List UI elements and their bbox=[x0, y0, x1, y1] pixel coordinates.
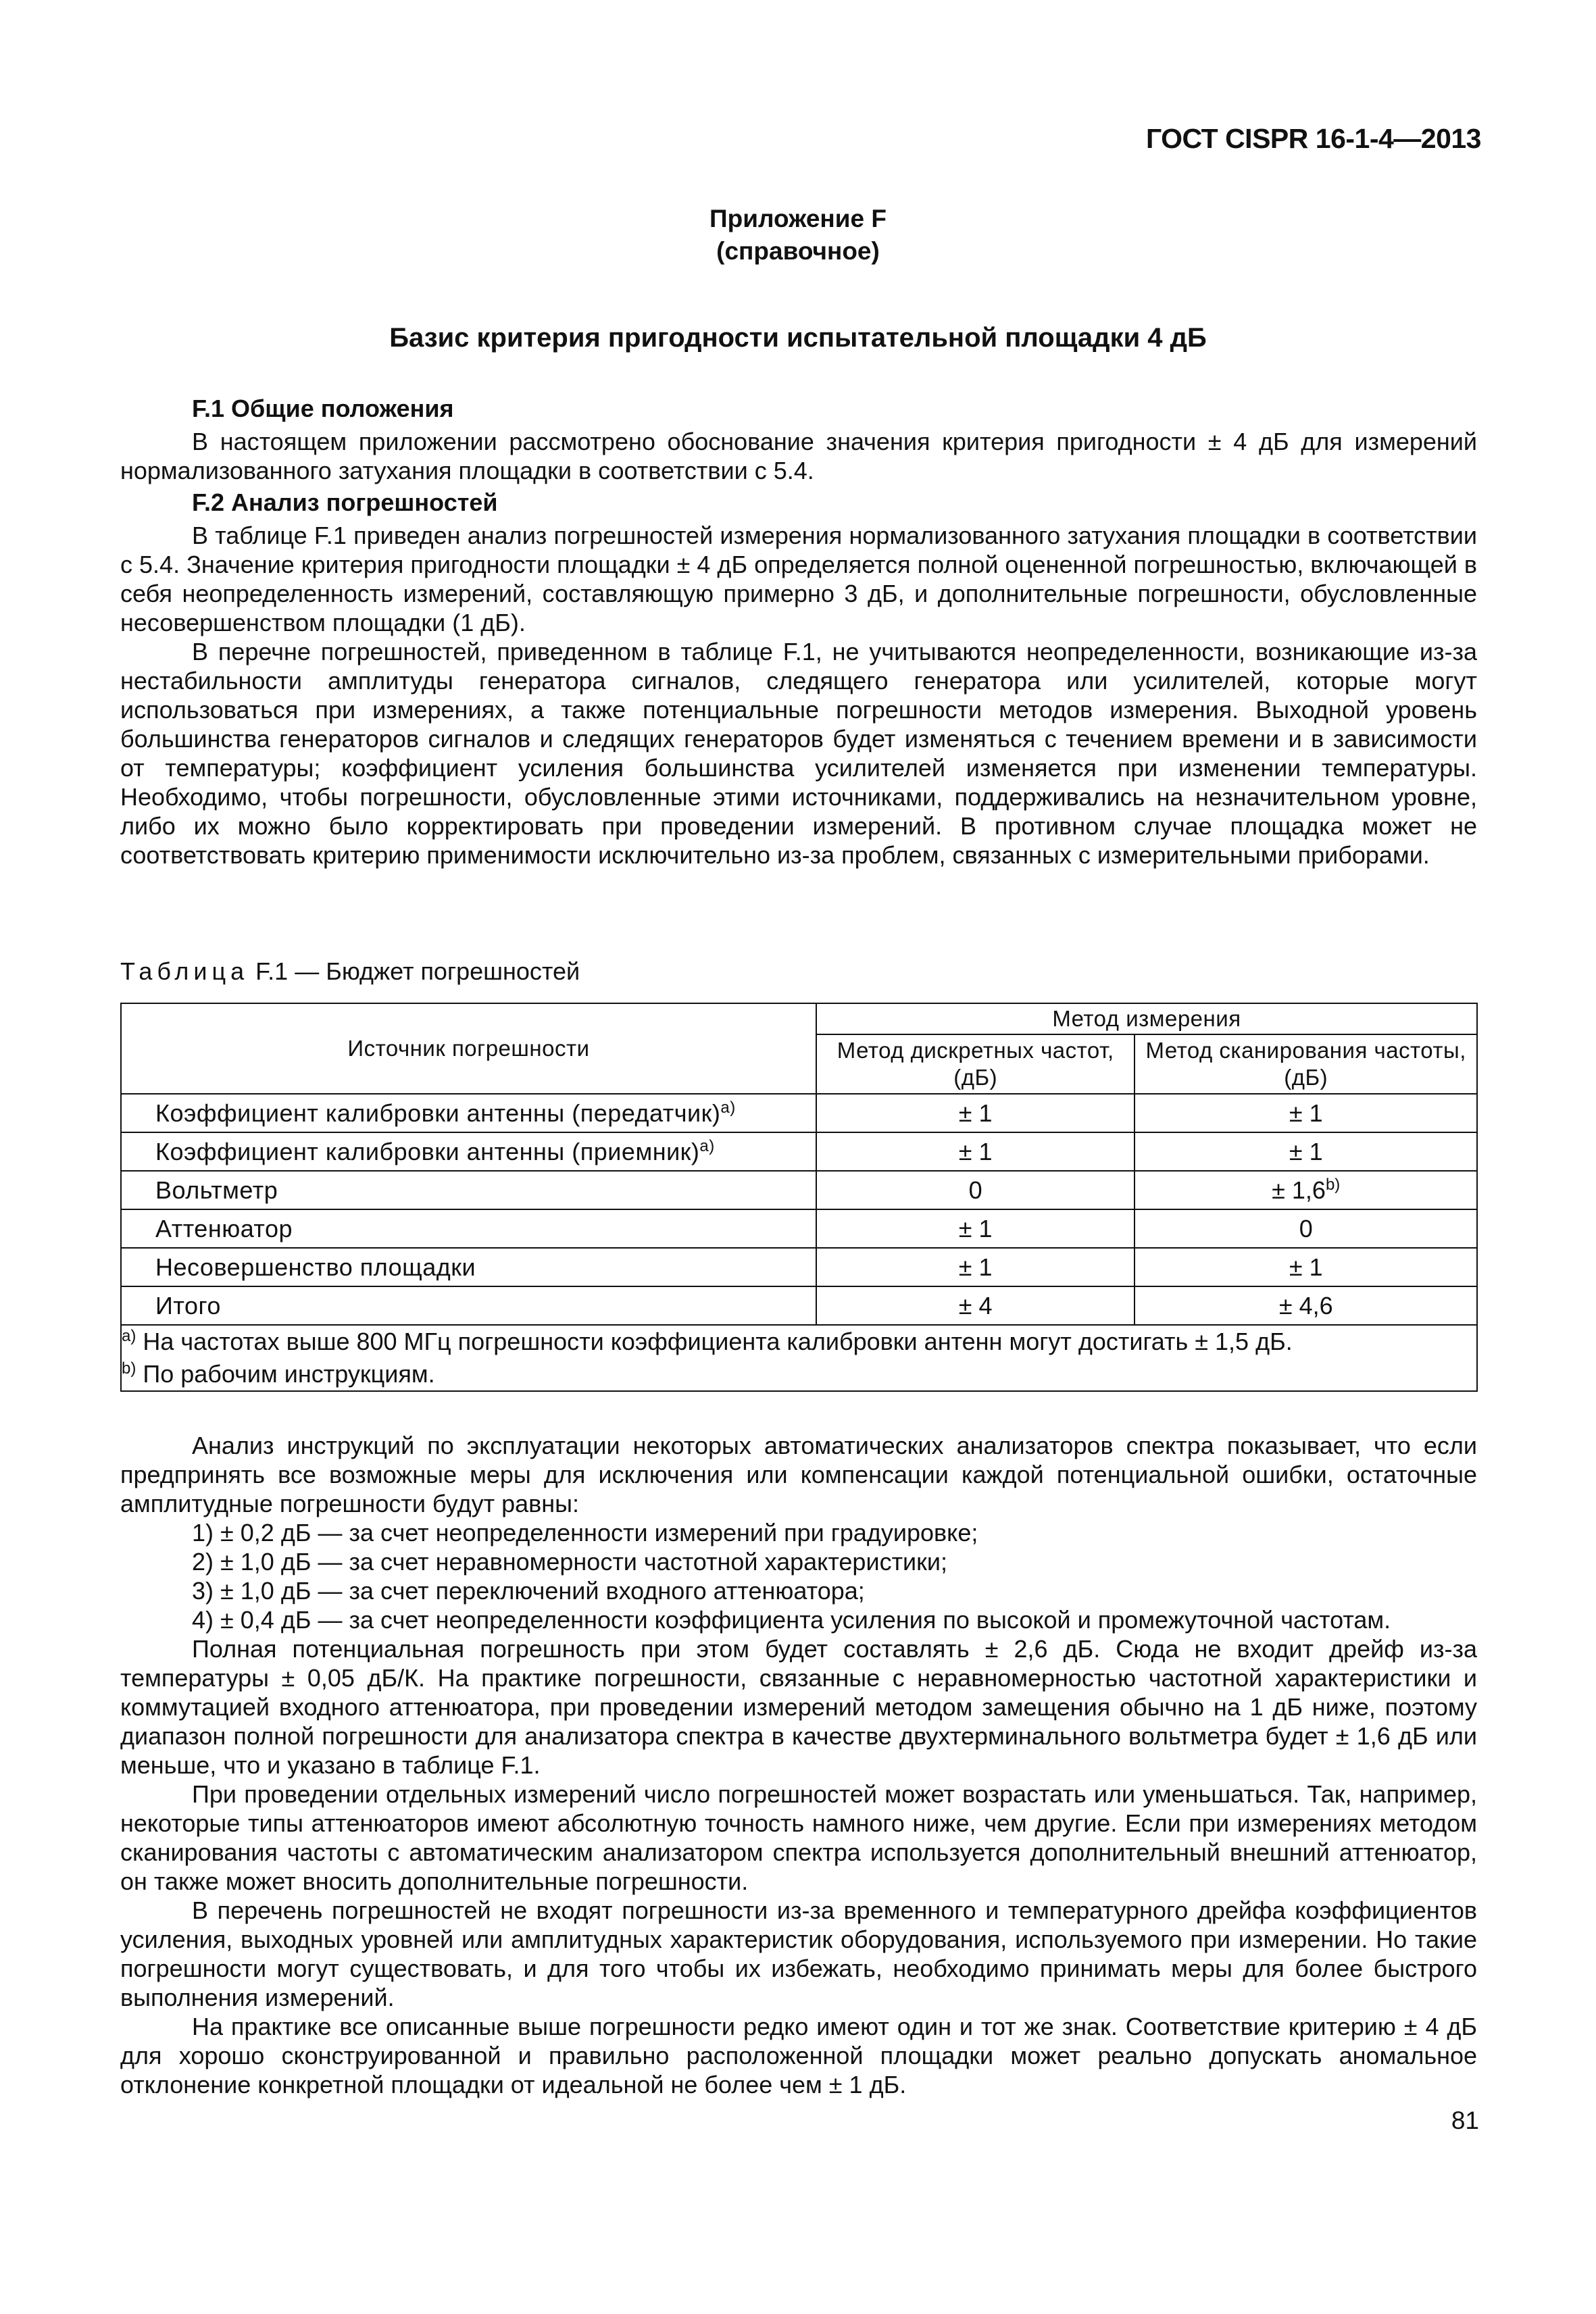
cell-scanning-text: ± 1 bbox=[1289, 1099, 1323, 1127]
paragraph: В таблице F.1 приведен анализ погрешностей измерения нормализованного затухания площадки в соответствии с 5.4. Значение критерия пригодности площадки ± 4 дБ определяется полной оцененной погрешностью, включающей в себя неопределенность измерений, составляющую примерно 3 дБ, и дополнительные погрешности, обусловленные несовершенством площадки (1 дБ). bbox=[120, 522, 1477, 636]
page-number: 81 bbox=[1451, 2107, 1479, 2134]
table-note-a bbox=[122, 1326, 1476, 1358]
cell-scanning bbox=[1134, 1209, 1477, 1248]
cell-scanning-text: ± 1 bbox=[1289, 1137, 1323, 1165]
column-header-source: Источник погрешности bbox=[121, 1003, 816, 1094]
section-heading-f2: F.2 Анализ погрешностей bbox=[192, 488, 498, 516]
column-header-scanning-line2: (дБ) bbox=[1284, 1065, 1328, 1090]
cell-source bbox=[121, 1094, 816, 1132]
cell-source-text: Коэффициент калибровки антенны (передатчик) bbox=[155, 1099, 721, 1127]
column-header-scanning-line1: Метод сканирования частоты, bbox=[1145, 1038, 1466, 1063]
table-body bbox=[121, 1094, 1477, 1325]
cell-source-text: Несовершенство площадки bbox=[155, 1253, 476, 1281]
cell-source-text: Итого bbox=[155, 1291, 221, 1319]
paragraph: В перечень погрешностей не входят погрешности из-за временного и температурного дрейфа коэффициентов усиления, выходных уровней или амплитудных характеристик оборудования, используемого при измерении. Но такие погрешности могут существовать, и для того чтобы их избежать, необходимо принимать меры для более быстрого выполнения измерений. bbox=[120, 1896, 1477, 2011]
table-notes bbox=[121, 1325, 1477, 1391]
cell-source-footnote-mark: а) bbox=[699, 1136, 715, 1155]
cell-scanning bbox=[1134, 1248, 1477, 1286]
table-row bbox=[121, 1132, 1477, 1171]
cell-discrete: ± 1 bbox=[816, 1094, 1135, 1132]
cell-discrete: ± 4 bbox=[816, 1286, 1135, 1325]
cell-scanning-footnote-mark: b) bbox=[1325, 1175, 1341, 1194]
paragraph: Анализ инструкций по эксплуатации некоторых автоматических анализаторов спектра показывает, что если предпринять все возможные меры для исключения или компенсации каждой потенциальной ошибки, остаточные амплитудные погрешности будут равны: bbox=[120, 1432, 1477, 1517]
paragraph: На практике все описанные выше погрешности редко имеют один и тот же знак. Соответствие критерию ± 4 дБ для хорошо сконструированной и правильно расположенной площадки может реально допускать аномальное отклонение конкретной площадки от идеальной не более чем ± 1 дБ. bbox=[120, 2013, 1477, 2098]
section-heading-f1: F.1 Общие положения bbox=[192, 395, 454, 422]
paragraph: В перечне погрешностей, приведенном в таблице F.1, не учитываются неопределенности, возникающие из-за нестабильности амплитуды генератора сигналов, следящего генератора или усилителей, которые могут использоваться при измерениях, а также потенциальные погрешности методов измерения. Выходной уровень большинства генераторов сигналов и следящих генераторов будет изменяться с течением времени и в зависимости от температуры; коэффициент усиления большинства усилителей изменяется при изменении температуры. Необходимо, чтобы погрешности, обусловленные этими источниками, поддерживались на незначительном уровне, либо их можно было корректировать при проведении измерений. В противном случае площадка может не соответствовать критерию применимости исключительно из-за проблем, связанных с измерительными приборами. bbox=[120, 638, 1477, 869]
table-caption-label: Таблица bbox=[120, 957, 249, 985]
list-item: 3) ± 1,0 дБ — за счет переключений входного аттенюатора; bbox=[192, 1577, 865, 1605]
note-b-mark: b) bbox=[122, 1359, 136, 1378]
table-caption bbox=[120, 957, 580, 986]
table-header-row bbox=[121, 1003, 1477, 1034]
section-f1-f2 bbox=[120, 394, 1477, 870]
paragraph: Полная потенциальная погрешность при этом будет составлять ± 2,6 дБ. Сюда не входит дрейф из-за температуры ± 0,05 дБ/К. На практике погрешности, связанные с неравномерностью частотной характеристики и коммутацией входного аттенюатора, при проведении измерений методом замещения обычно на 1 дБ ниже, поэтому диапазон полной погрешности для анализатора спектра в качестве двухтерминального вольтметра будет ± 1,6 дБ или меньше, что и указано в таблице F.1. bbox=[120, 1635, 1477, 1779]
column-header-method: Метод измерения bbox=[816, 1003, 1477, 1034]
cell-source-footnote-mark: а) bbox=[720, 1098, 736, 1117]
list-item: 1) ± 0,2 дБ — за счет неопределенности измерений при градуировке; bbox=[192, 1519, 978, 1546]
cell-source bbox=[121, 1209, 816, 1248]
column-header-scanning bbox=[1134, 1034, 1477, 1094]
note-a-mark: а) bbox=[122, 1327, 136, 1345]
annex-heading bbox=[0, 203, 1596, 268]
cell-source bbox=[121, 1248, 816, 1286]
cell-source-text: Вольтметр bbox=[155, 1176, 278, 1204]
list-item: 4) ± 0,4 дБ — за счет неопределенности коэффициента усиления по высокой и промежуточной частотам. bbox=[192, 1606, 1391, 1634]
cell-scanning bbox=[1134, 1286, 1477, 1325]
column-header-discrete bbox=[816, 1034, 1135, 1094]
list-item: 2) ± 1,0 дБ — за счет неравномерности частотной характеристики; bbox=[192, 1548, 948, 1576]
cell-discrete: ± 1 bbox=[816, 1248, 1135, 1286]
paragraph: При проведении отдельных измерений число погрешностей может возрастать или уменьшаться. Так, например, некоторые типы аттенюаторов имеют абсолютную точность намного ниже, чем другие. Если при измерениях методом сканирования частоты с автоматическим анализатором спектра используется дополнительный внешний аттенюатор, он также может вносить дополнительные погрешности. bbox=[120, 1780, 1477, 1895]
error-budget-table bbox=[120, 1003, 1478, 1392]
cell-discrete: ± 1 bbox=[816, 1209, 1135, 1248]
cell-scanning bbox=[1134, 1132, 1477, 1171]
cell-source bbox=[121, 1171, 816, 1209]
document-header: ГОСТ CISPR 16-1-4—2013 bbox=[1145, 123, 1481, 154]
cell-source bbox=[121, 1286, 816, 1325]
annex-kind: (справочное) bbox=[716, 237, 880, 265]
cell-scanning bbox=[1134, 1171, 1477, 1209]
cell-source-text: Коэффициент калибровки антенны (приемник) bbox=[155, 1137, 700, 1165]
cell-source bbox=[121, 1132, 816, 1171]
error-list bbox=[120, 1518, 1477, 1634]
note-b-text: По рабочим инструкциям. bbox=[136, 1360, 435, 1388]
table-row bbox=[121, 1209, 1477, 1248]
annex-title: Базис критерия пригодности испытательной площадки 4 дБ bbox=[389, 323, 1207, 353]
table-notes-row bbox=[121, 1325, 1477, 1391]
cell-source-text: Аттенюатор bbox=[155, 1214, 293, 1242]
note-a-text: На частотах выше 800 МГц погрешности коэффициента калибровки антенн могут достигать ± 1,5 дБ. bbox=[136, 1328, 1293, 1355]
column-header-discrete-line1: Метод дискретных частот, bbox=[837, 1038, 1114, 1063]
cell-scanning-text: ± 4,6 bbox=[1278, 1291, 1333, 1319]
cell-scanning-text: ± 1,6 bbox=[1272, 1176, 1326, 1204]
cell-discrete: ± 1 bbox=[816, 1132, 1135, 1171]
column-header-discrete-line2: (дБ) bbox=[953, 1065, 998, 1090]
paragraph: В настоящем приложении рассмотрено обоснование значения критерия пригодности ± 4 дБ для измерений нормализованного затухания площадки в соответствии с 5.4. bbox=[120, 428, 1477, 484]
annex-label: Приложение F bbox=[709, 205, 887, 232]
table-row bbox=[121, 1094, 1477, 1132]
table-note-b bbox=[122, 1358, 1476, 1390]
cell-scanning-text: ± 1 bbox=[1289, 1253, 1323, 1281]
cell-scanning bbox=[1134, 1094, 1477, 1132]
table-caption-text: F.1 — Бюджет погрешностей bbox=[255, 957, 580, 985]
table-row bbox=[121, 1171, 1477, 1209]
table-row bbox=[121, 1248, 1477, 1286]
table-row bbox=[121, 1286, 1477, 1325]
cell-discrete: 0 bbox=[816, 1171, 1135, 1209]
cell-scanning-text: 0 bbox=[1299, 1214, 1313, 1242]
analysis-section bbox=[120, 1431, 1477, 2099]
